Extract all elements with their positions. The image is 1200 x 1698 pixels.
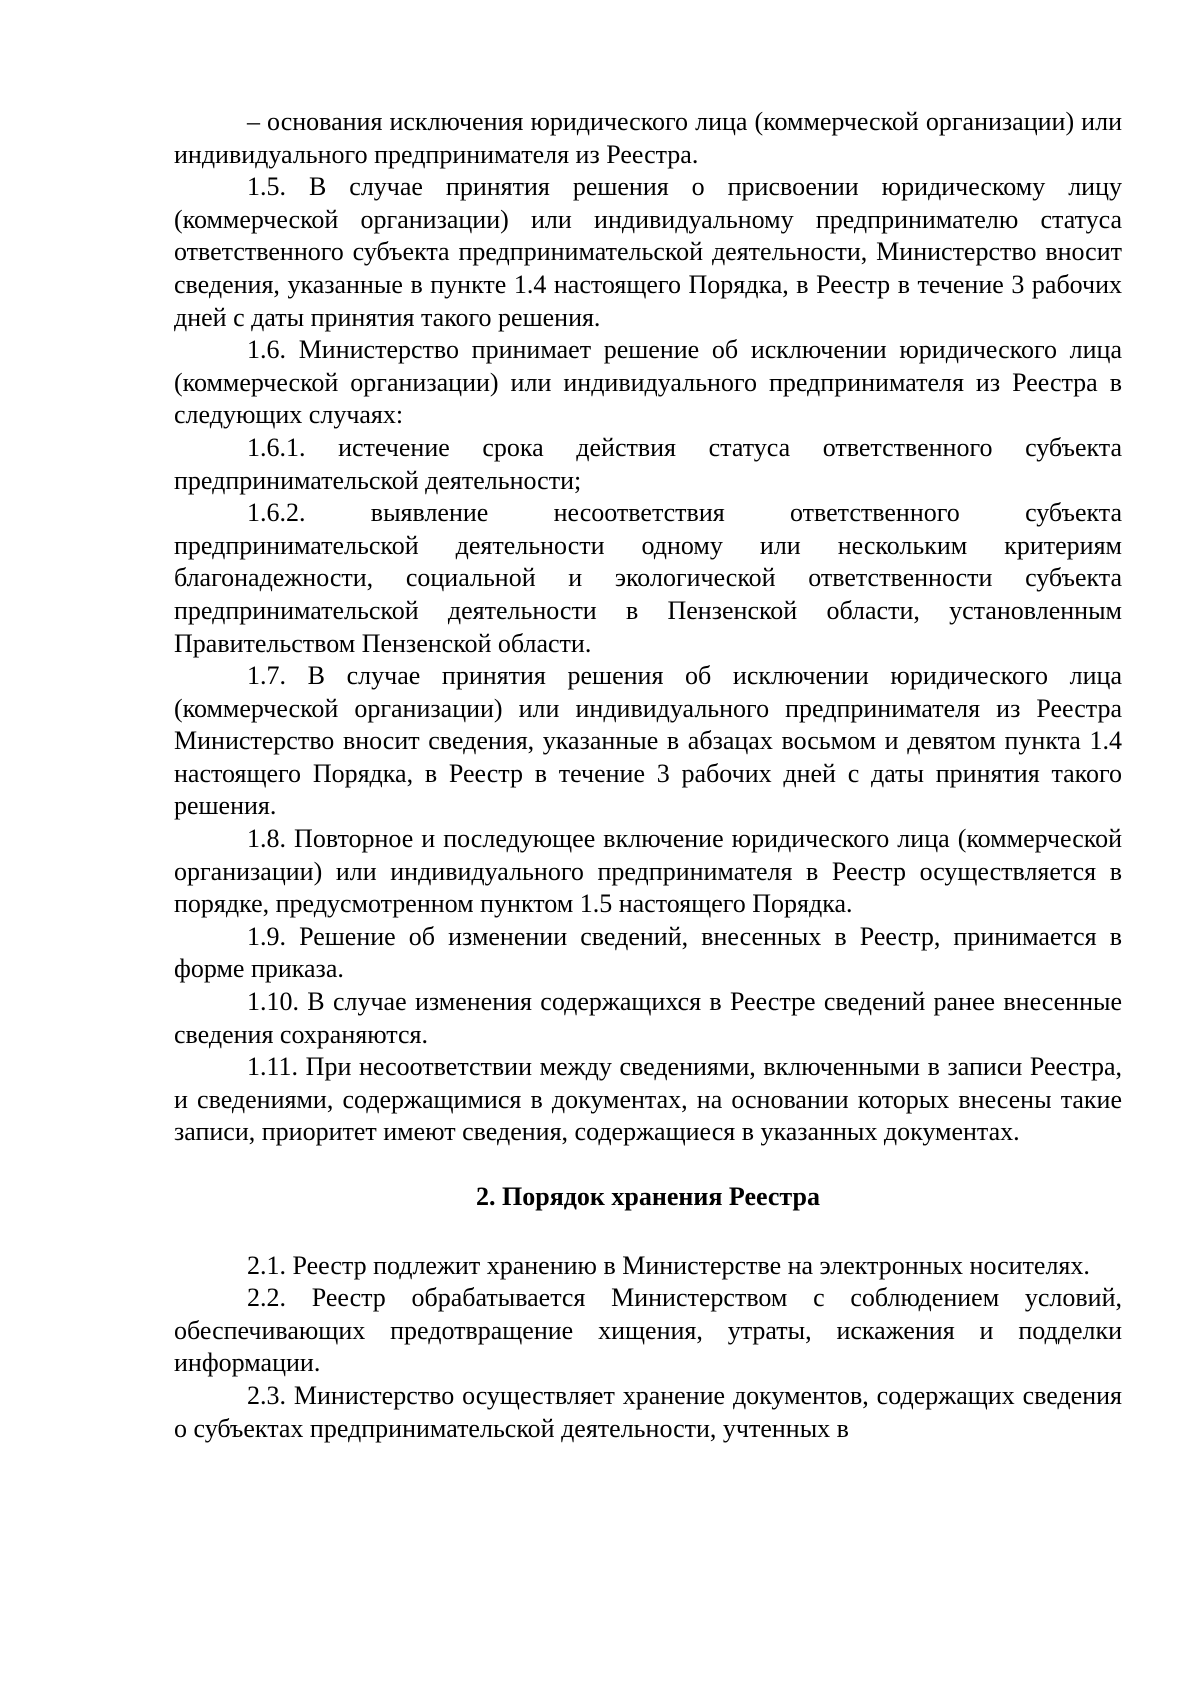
paragraph-1-7: 1.7. В случае принятия решения об исключении юридического лица (коммерческой организации) или индивидуального предпринимателя из Реестра Министерство вносит сведения, указанные в абзацах восьмом и девятом пункта 1.4 настоящего Порядка, в Реестр в течение 3 рабочих дней с даты принятия такого решения.	[174, 661, 1122, 821]
paragraph-1-10: 1.10. В случае изменения содержащихся в Реестре сведений ранее внесенные сведения сохраняются.	[174, 987, 1122, 1049]
paragraph-1-6-1: 1.6.1. истечение срока действия статуса ответственного субъекта предпринимательской деятельности;	[174, 432, 1122, 495]
paragraph-1-5: 1.5. В случае принятия решения о присвоении юридическому лицу (коммерческой организации) или индивидуальному предпринимателю статуса ответственного субъекта предпринимательской деятельности, Министерство вносит сведения, указанные в пункте 1.4 настоящего Порядка, в Реестр в течение 3 рабочих дней с даты принятия такого решения.	[174, 172, 1122, 332]
paragraph-1-9: 1.9. Решение об изменении сведений, внесенных в Реестр, принимается в форме приказа.	[174, 921, 1122, 984]
document-body	[174, 106, 1122, 1445]
paragraph-1-6-2: 1.6.2. выявление несоответствия ответственного субъекта предпринимательской деятельности одному или нескольким критериям благонадежности, социальной и экологической ответственности субъекта предпринимательской деятельности в Пензенской области, установленным Правительством Пензенской области.	[174, 498, 1122, 658]
paragraph-2-3: 2.3. Министерство осуществляет хранение документов, содержащих сведения о субъектах предпринимательской деятельности, учтенных в	[174, 1380, 1122, 1443]
section-heading: 2. Порядок хранения Реестра	[476, 1182, 820, 1211]
paragraph-1-6: 1.6. Министерство принимает решение об исключении юридического лица (коммерческой организации) или индивидуального предпринимателя из Реестра в следующих случаях:	[174, 335, 1122, 430]
paragraph-2-1: 2.1. Реестр подлежит хранению в Министерстве на электронных носителях.	[247, 1250, 1090, 1280]
paragraph-1-11: 1.11. При несоответствии между сведениями, включенными в записи Реестра, и сведениями, содержащимися в документах, на основании которых внесены такие записи, приоритет имеют сведения, содержащиеся в указанных документах.	[174, 1052, 1122, 1147]
paragraph-2-2: 2.2. Реестр обрабатывается Министерством с соблюдением условий, обеспечивающих предотвращение хищения, утраты, искажения и подделки информации.	[174, 1283, 1122, 1378]
paragraph-1-8: 1.8. Повторное и последующее включение юридического лица (коммерческой организации) или индивидуального предпринимателя в Реестр осуществляется в порядке, предусмотренном пунктом 1.5 настоящего Порядка.	[174, 824, 1122, 919]
paragraph-exclusion-grounds: – основания исключения юридического лица (коммерческой организации) или индивидуального предпринимателя из Реестра.	[174, 107, 1122, 169]
